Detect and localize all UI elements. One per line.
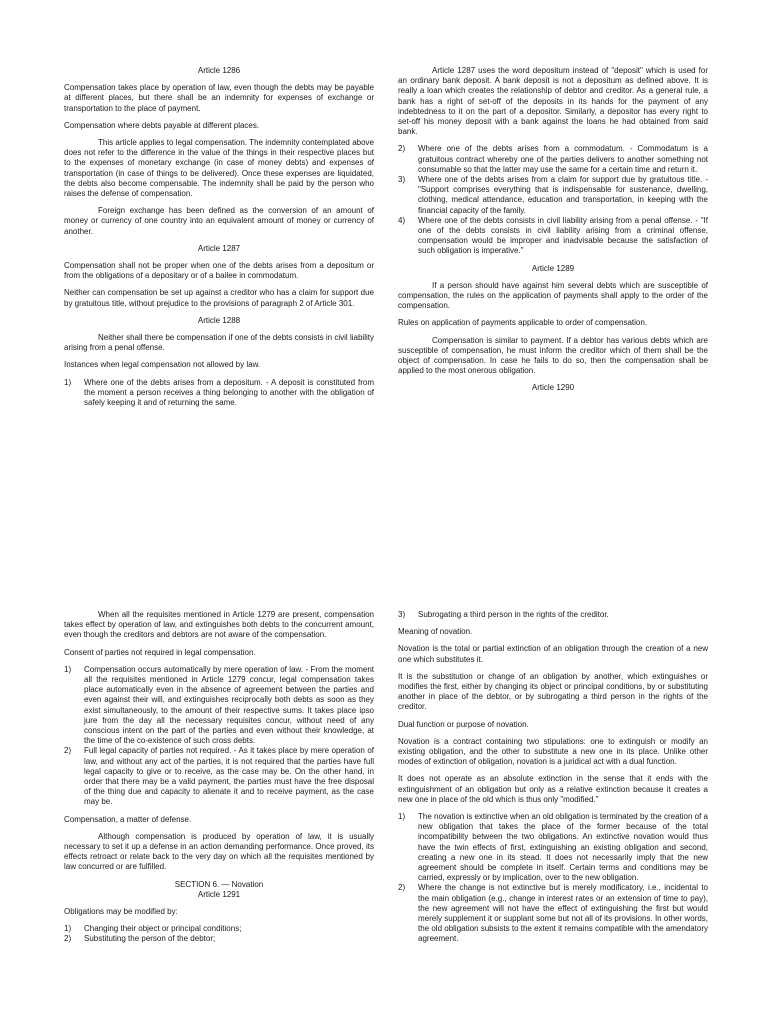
- section-heading: Meaning of novation.: [398, 627, 473, 637]
- section-heading: Compensation, a matter of defense.: [64, 814, 192, 824]
- paragraph: Article 1287 uses the word depositum instead of "deposit" which is used for an ordinary bank deposit. A bank deposit is not a depositum as defined above. It is really a loan which creates the relationship of debtor and creditor. As a general rule, a bank has a right of set-off of the deposits in its hands for the payment of any indebtedness to it on the part of a depositor. Similarly, a depositor has every right to set-off his money deposit with a bank against the loans he had obtained from said bank.: [398, 66, 708, 137]
- section-heading: Rules on application of payments applicable to order of compensation.: [398, 318, 648, 328]
- section-heading: Dual function or purpose of novation.: [398, 719, 529, 729]
- page-top-right-column: [398, 66, 708, 401]
- list-item: [398, 144, 708, 175]
- article-1289-heading: Article 1289: [531, 263, 575, 273]
- novation-kinds-list: [398, 812, 708, 945]
- consent-list: [64, 665, 374, 808]
- paragraph: Novation is a contract containing two stipulations: one to extinguish or modify an existing obligation, and the other to substitute a new one in its place. Unlike other modes of extinction of obligation, novation is a juridical act with a dual function.: [398, 736, 708, 767]
- paragraph: Compensation is similar to payment. If a debtor has various debts which are susceptible of compensation, he must inform the creditor which of them shall be the object of compensation. In case he fails to do so, then the compensation shall be applied to the most onerous obligation.: [398, 335, 708, 376]
- list-item: [398, 610, 708, 620]
- list-number: 1): [64, 377, 72, 387]
- list-item-text: Where the change is not extinctive but is merely modificatory, i.e., incidental to the main obligation (e.g., change in interest rates or an extension of time to pay), the new agreement will not have the effect of extinguishing the first but would merely supplement it or supplant some but not all of its provisions. In other words, the old obligation subsists to the extent it remains compatible with the amendatory agreement.: [418, 883, 708, 944]
- list-number: 3): [398, 175, 406, 185]
- list-item: [64, 924, 374, 934]
- list-item-text: Where one of the debts arises from a claim for support due by gratuitous title. - "Support comprises everything that is indispensable for sustenance, dwelling, clothing, medical attendance, education and transportation, in keeping with the financial capacity of the family.: [418, 175, 708, 215]
- list-item-text: Substituting the person of the debtor;: [84, 934, 216, 944]
- list-item-text: Where one of the debts arises from a commodatum. - Commodatum is a gratuitous contract whereby one of the parties delivers to another something not consumable so that the latter may use the same for a certain time and return it.: [418, 144, 708, 174]
- list-number: 1): [398, 812, 406, 822]
- paragraph: It does not operate as an absolute extinction in the sense that it ends with the extinguishment of an obligation but only as a relative extinction because it creates a new one in place of the old which is thus only "modified.": [398, 774, 708, 804]
- list-item-text: The novation is extinctive when an old obligation is terminated by the creation of a new obligation that takes the place of the former because of the total incompatibility between the two obligations. An extinctive novation would thus have the twin effects of first, extinguishing an existing obligation and second, creating a new one in its stead. It does not necessarily imply that the new agreement should be complete in itself. Certain terms and conditions may be carried, expressly or by implication, over to the new obligation.: [418, 812, 708, 883]
- paragraph: Novation is the total or partial extinction of an obligation through the creation of a new one which substitutes it.: [398, 644, 708, 664]
- article-1287-text: Neither can compensation be set up against a creditor who has a claim for support due by gratuitous title, without prejudice to the provisions of paragraph 2 of Article 301.: [64, 288, 374, 308]
- article-1287-heading: Article 1287: [197, 243, 241, 253]
- list-item: [398, 812, 708, 883]
- instances-list-continued: [398, 144, 708, 256]
- paragraph: This article applies to legal compensation. The indemnity contemplated above does not refer to the difference in the value of the things in their respective places but to the expenses of monetary exchange (in case of money debts) and expenses of transportation (in case of things to be delivered). Once these expenses are liquidated, the debts also become compensable. The indemnity shall be paid by the person who raises the defense of compensation.: [64, 138, 374, 199]
- article-1286-text: Compensation takes place by operation of law, even though the debts may be payable at different places, but there shall be an indemnity for expenses of exchange or transportation to the place of payment.: [64, 83, 374, 113]
- list-item: [398, 883, 708, 944]
- page-bottom-right-column: [398, 610, 708, 952]
- article-1290-heading: Article 1290: [531, 383, 575, 393]
- article-1291-heading: Article 1291: [197, 889, 241, 899]
- list-number: 2): [64, 746, 72, 756]
- modification-list: [64, 924, 374, 944]
- list-item: [398, 216, 708, 257]
- paragraph: Although compensation is produced by operation of law, it is usually necessary to set it up a defense in an action demanding performance. Once proved, its effects retroact or relate back to the very day on which all the requisites mentioned by law concurred or are fulfilled.: [64, 831, 374, 872]
- modification-list-continued: [398, 610, 708, 620]
- list-number: 2): [64, 934, 72, 944]
- list-item-text: Subrogating a third person in the rights of the creditor.: [418, 610, 609, 619]
- list-item-text: Changing their object or principal conditions;: [84, 924, 242, 934]
- article-1288-text: Neither shall there be compensation if one of the debts consists in civil liability arising from a penal offense.: [64, 333, 374, 353]
- article-1288-heading: Article 1288: [197, 315, 241, 325]
- list-number: 2): [398, 883, 406, 893]
- list-number: 1): [64, 924, 72, 934]
- list-number: 4): [398, 215, 406, 225]
- article-1287-text: Compensation shall not be proper when one of the debts arises from a depositum or from the obligations of a depositary or of a bailee in commodatum.: [64, 261, 374, 281]
- page-top-left-column: [64, 66, 374, 415]
- list-item-text: Compensation occurs automatically by mere operation of law. - From the moment all the requisites mentioned in Article 1279 concur, legal compensation takes place automatically even in the absence of agreement between the parties and even against their will, and extinguishes reciprocally both debts as soon as they exist simultaneously, to the amount of their respective sums. It takes place ipso jure from the day all the necessary requisites concur, without need of any conscious intent on the part of the parties and even without their knowledge, at the time of the co-existence of such cross debts.: [84, 664, 374, 746]
- page-bottom-left-column: [64, 610, 374, 952]
- list-item: [398, 175, 708, 216]
- instances-list: [64, 378, 374, 409]
- list-item: [64, 934, 374, 944]
- section-heading: Instances when legal compensation not allowed by law.: [64, 360, 261, 370]
- list-item: [64, 665, 374, 747]
- paragraph: Foreign exchange has been defined as the conversion of an amount of money or currency of one country into an equivalent amount of money or currency of another.: [64, 206, 374, 236]
- article-1291-intro: Obligations may be modified by:: [64, 907, 178, 917]
- list-number: 3): [398, 610, 406, 619]
- article-1286-heading: Article 1286: [197, 66, 241, 75]
- section-6-heading: SECTION 6. — Novation: [174, 879, 264, 889]
- list-item: [64, 378, 374, 409]
- paragraph: It is the substitution or change of an obligation by another, which extinguishes or modifies the first, either by changing its object or principal conditions, by or substituting another in place of the debtor, or by subrogating a third person in the rights of the creditor.: [398, 671, 708, 712]
- list-item-text: Where one of the debts consists in civil liability arising from a penal offense. - "If one of the debts consists in civil liability arising from a criminal offense, compensation would be improper and inadvisable because the satisfaction of such obligation is imperative.": [418, 215, 708, 256]
- article-1289-text: If a person should have against him several debts which are susceptible of compensation, the rules on the application of payments shall apply to the order of the compensation.: [398, 280, 708, 311]
- list-number: 1): [64, 664, 72, 674]
- document-page-bottom: [0, 512, 768, 1024]
- list-number: 2): [398, 144, 406, 154]
- article-1290-text: When all the requisites mentioned in Article 1279 are present, compensation takes effect by operation of law, and extinguishes both debts to the concurrent amount, even though the creditors and debtors are not aware of the compensation.: [64, 610, 374, 640]
- list-item-text: Full legal capacity of parties not required. - As it takes place by mere operation of law, and without any act of the parties, it is not required that the parties have full legal capacity to give or to receive, as the case may be. On the other hand, in order that there may be a valid payment, the parties must have the free disposal of the thing due and capacity to alienate it and to receive payment, as the case may be.: [84, 746, 374, 807]
- list-item-text: Where one of the debts arises from a depositum. - A deposit is constituted from the moment a person receives a thing belonging to another with the obligation of safely keeping it and of returning the same.: [84, 377, 374, 408]
- list-item: [64, 746, 374, 807]
- section-heading: Compensation where debts payable at different places.: [64, 120, 260, 130]
- section-heading: Consent of parties not required in legal compensation.: [64, 647, 256, 657]
